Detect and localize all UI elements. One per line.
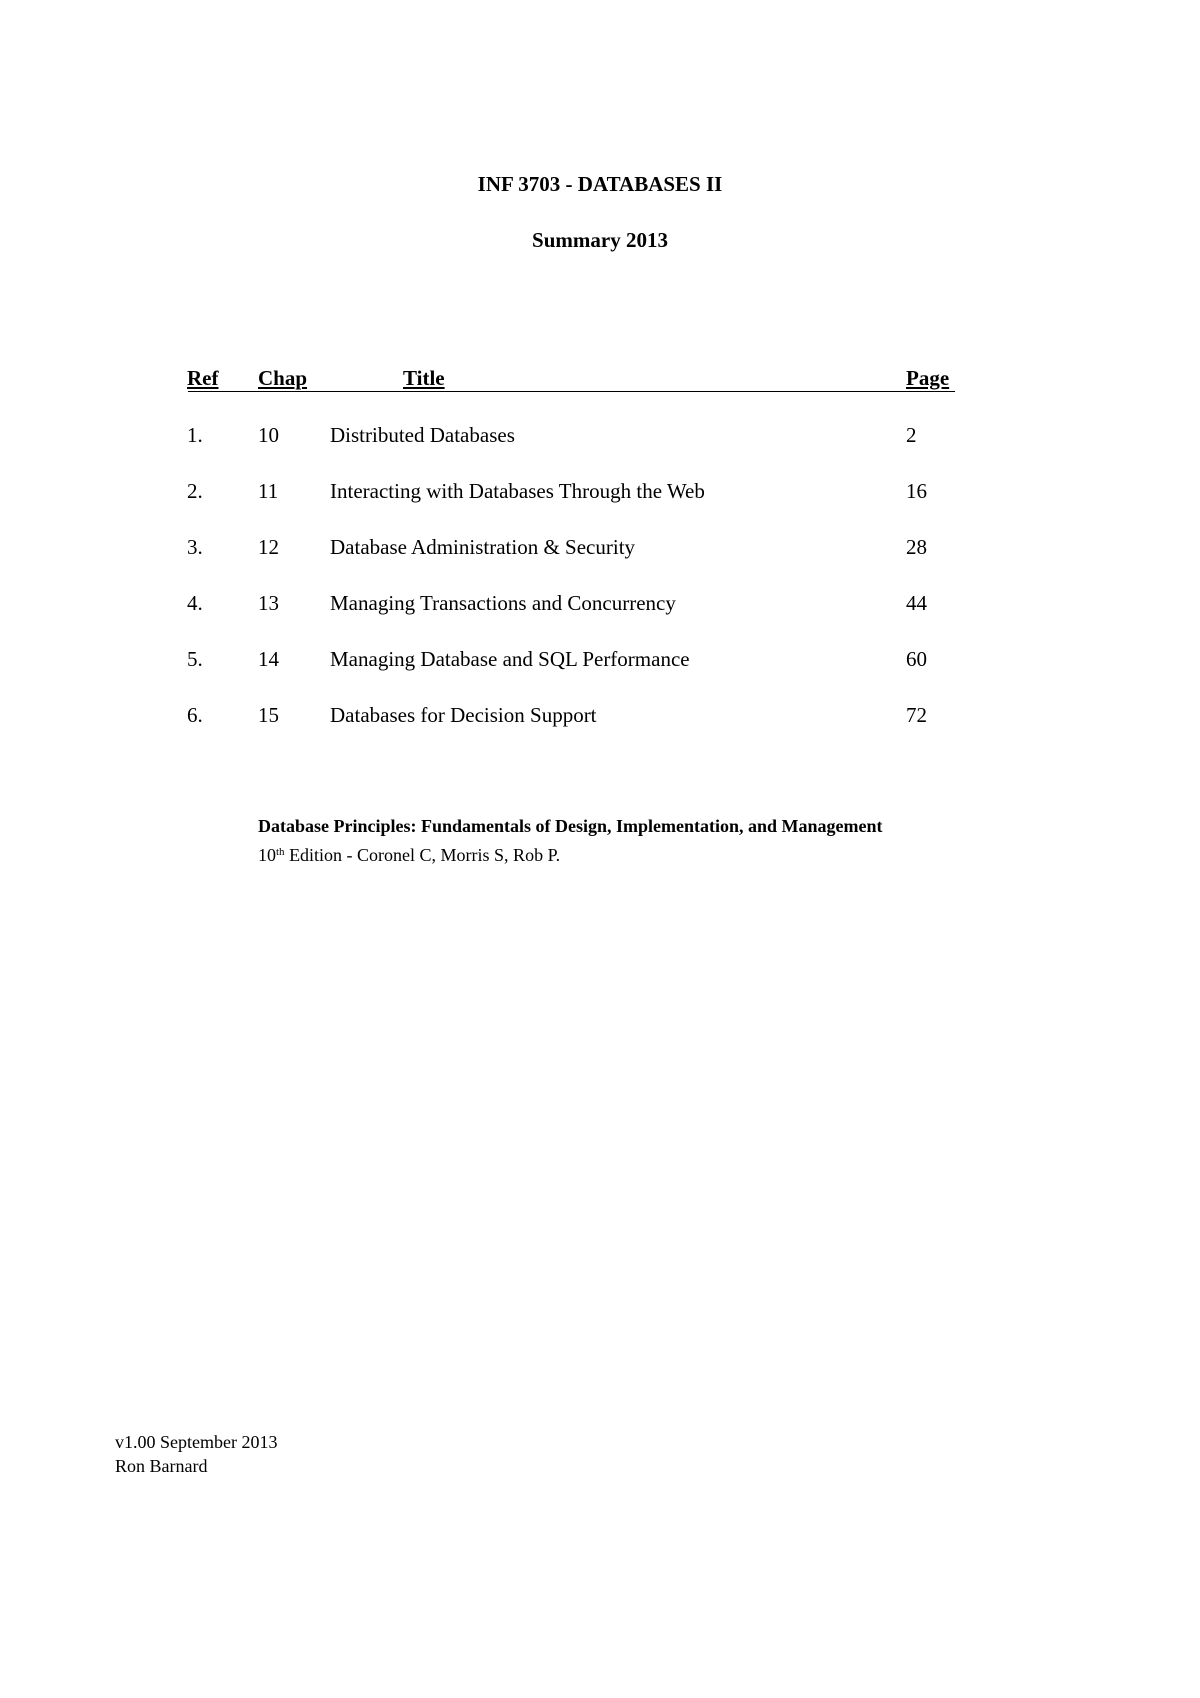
toc-ref: 2. bbox=[187, 479, 203, 503]
toc-row bbox=[0, 591, 1200, 621]
toc-ref: 1. bbox=[187, 423, 203, 447]
toc-page: 44 bbox=[906, 591, 927, 615]
toc-row bbox=[0, 479, 1200, 509]
toc-page: 60 bbox=[906, 647, 927, 671]
ref-column-header: Ref bbox=[187, 366, 219, 390]
header-underline bbox=[188, 391, 955, 392]
toc-ref: 3. bbox=[187, 535, 203, 559]
toc-chap: 12 bbox=[258, 535, 279, 559]
author-line: Ron Barnard bbox=[115, 1456, 208, 1476]
chap-column-header: Chap bbox=[258, 366, 308, 390]
book-title: Database Principles: Fundamentals of Design, Implementation, and Management bbox=[258, 816, 883, 836]
toc-ref: 4. bbox=[187, 591, 203, 615]
toc-chap: 13 bbox=[258, 591, 279, 615]
toc-row bbox=[0, 423, 1200, 453]
book-edition bbox=[258, 845, 560, 866]
toc-page: 72 bbox=[906, 703, 927, 727]
document-title: INF 3703 - DATABASES II bbox=[477, 172, 723, 196]
toc-title: Database Administration & Security bbox=[330, 535, 636, 559]
toc-ref: 5. bbox=[187, 647, 203, 671]
version-line: v1.00 September 2013 bbox=[115, 1432, 278, 1452]
page-column-header: Page bbox=[906, 366, 950, 390]
toc-row bbox=[0, 703, 1200, 733]
toc-chap: 15 bbox=[258, 703, 279, 727]
toc-row bbox=[0, 535, 1200, 565]
toc-page: 28 bbox=[906, 535, 927, 559]
toc-ref: 6. bbox=[187, 703, 203, 727]
edition-number: 10 bbox=[258, 845, 276, 865]
toc-title: Managing Transactions and Concurrency bbox=[330, 591, 676, 615]
edition-authors: Edition - Coronel C, Morris S, Rob P. bbox=[284, 845, 561, 865]
toc-title: Managing Database and SQL Performance bbox=[330, 647, 690, 671]
toc-title: Distributed Databases bbox=[330, 423, 515, 447]
toc-row bbox=[0, 647, 1200, 677]
toc-page: 16 bbox=[906, 479, 927, 503]
toc-title: Databases for Decision Support bbox=[330, 703, 597, 727]
toc-chap: 11 bbox=[258, 479, 279, 503]
toc-title: Interacting with Databases Through the Web bbox=[330, 479, 705, 503]
toc-chap: 14 bbox=[258, 647, 279, 671]
toc-page: 2 bbox=[906, 423, 917, 447]
edition-suffix: th bbox=[276, 846, 285, 858]
document-subtitle: Summary 2013 bbox=[532, 228, 668, 252]
title-column-header: Title bbox=[403, 366, 445, 390]
toc-chap: 10 bbox=[258, 423, 279, 447]
